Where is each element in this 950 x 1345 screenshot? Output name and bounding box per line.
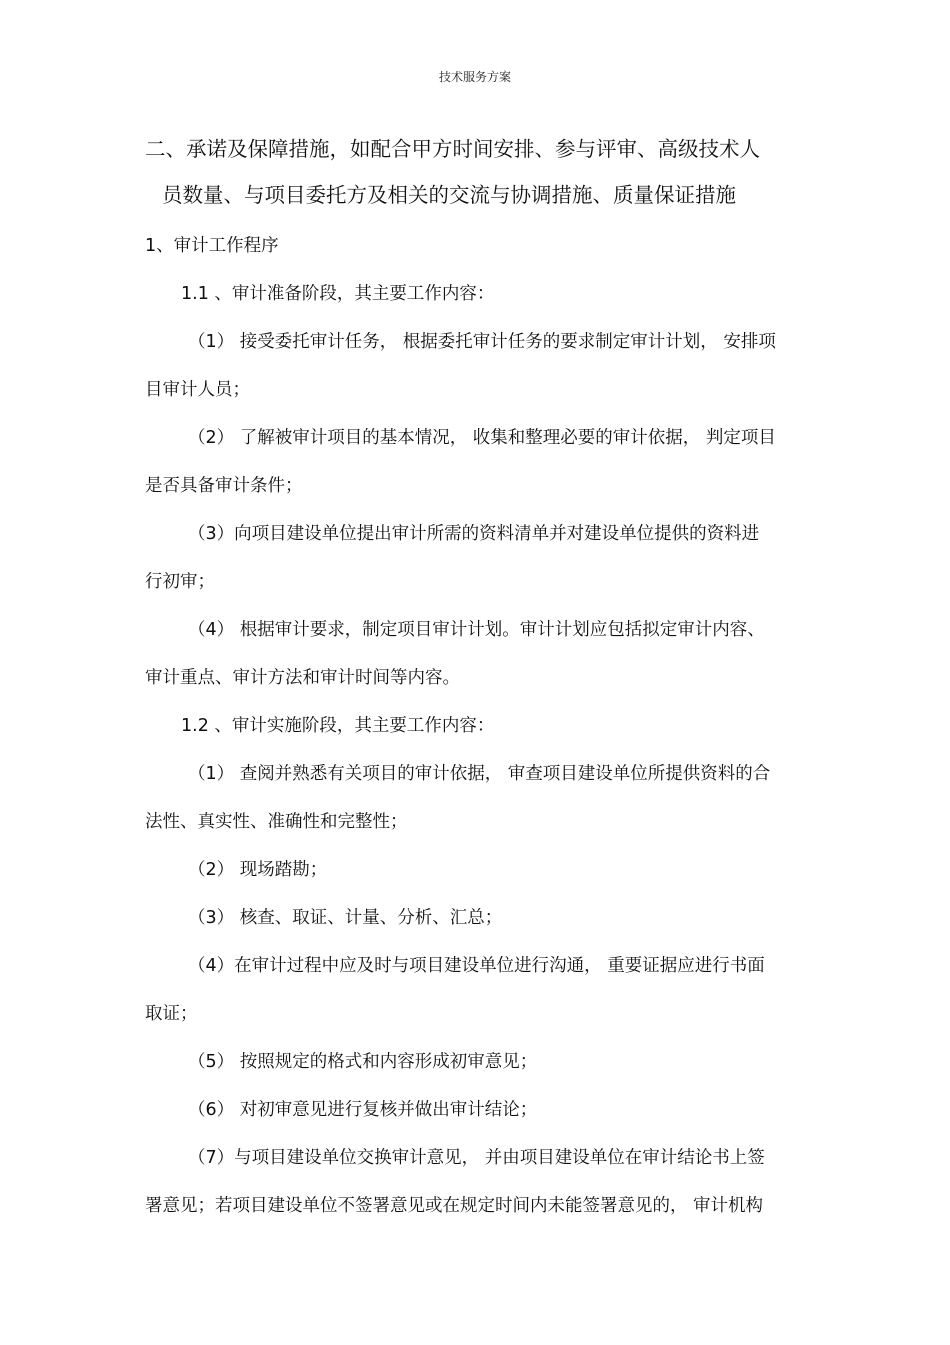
subheading-1-2: 1.2 、审计实施阶段，其主要工作内容： (181, 716, 495, 736)
subheading-audit-procedure: 1、审计工作程序 (145, 236, 279, 256)
prep-item-1-line1: （1） 接受委托审计任务， 根据委托审计任务的要求制定审计计划， 安排项 (188, 332, 776, 352)
impl-item-7-line2: 署意见；若项目建设单位不签署意见或在规定时间内未能签署意见的， 审计机构 (145, 1196, 764, 1216)
prep-item-1-line2: 目审计人员； (145, 380, 250, 400)
impl-item-1-line2: 法性、真实性、准确性和完整性； (145, 812, 408, 832)
subheading-1-1: 1.1 、审计准备阶段，其主要工作内容： (181, 284, 495, 304)
prep-item-3-line2: 行初审； (145, 572, 215, 592)
prep-item-2-line1: （2） 了解被审计项目的基本情况， 收集和整理必要的审计依据， 判定项目 (188, 428, 776, 448)
prep-item-3-line1: （3）向项目建设单位提出审计所需的资料清单并对建设单位提供的资料进 (188, 524, 760, 544)
impl-item-7-line1: （7）与项目建设单位交换审计意见， 并由项目建设单位在审计结论书上签 (188, 1148, 765, 1168)
impl-item-1-line1: （1） 查阅并熟悉有关项目的审计依据， 审查项目建设单位所提供资料的合 (188, 764, 771, 784)
prep-item-2-line2: 是否具备审计条件； (145, 476, 303, 496)
impl-item-2: （2） 现场踏勘； (188, 860, 328, 880)
impl-item-3: （3） 核查、取证、计量、分析、汇总； (188, 908, 503, 928)
impl-item-4-line2: 取证； (145, 1004, 198, 1024)
section-heading-line2: 员数量、与项目委托方及相关的交流与协调措施、质量保证措施 (162, 183, 736, 207)
impl-item-4-line1: （4）在审计过程中应及时与项目建设单位进行沟通， 重要证据应进行书面 (188, 956, 765, 976)
prep-item-4-line2: 审计重点、审计方法和审计时间等内容。 (145, 668, 460, 688)
page-header: 技术服务方案 (438, 70, 511, 84)
prep-item-4-line1: （4） 根据审计要求，制定项目审计计划。审计计划应包括拟定审计内容、 (188, 620, 765, 640)
impl-item-6: （6） 对初审意见进行复核并做出审计结论； (188, 1100, 538, 1120)
impl-item-5: （5） 按照规定的格式和内容形成初审意见； (188, 1052, 538, 1072)
section-heading-line1: 二、承诺及保障措施，如配合甲方时间安排、参与评审、高级技术人 (145, 137, 760, 161)
